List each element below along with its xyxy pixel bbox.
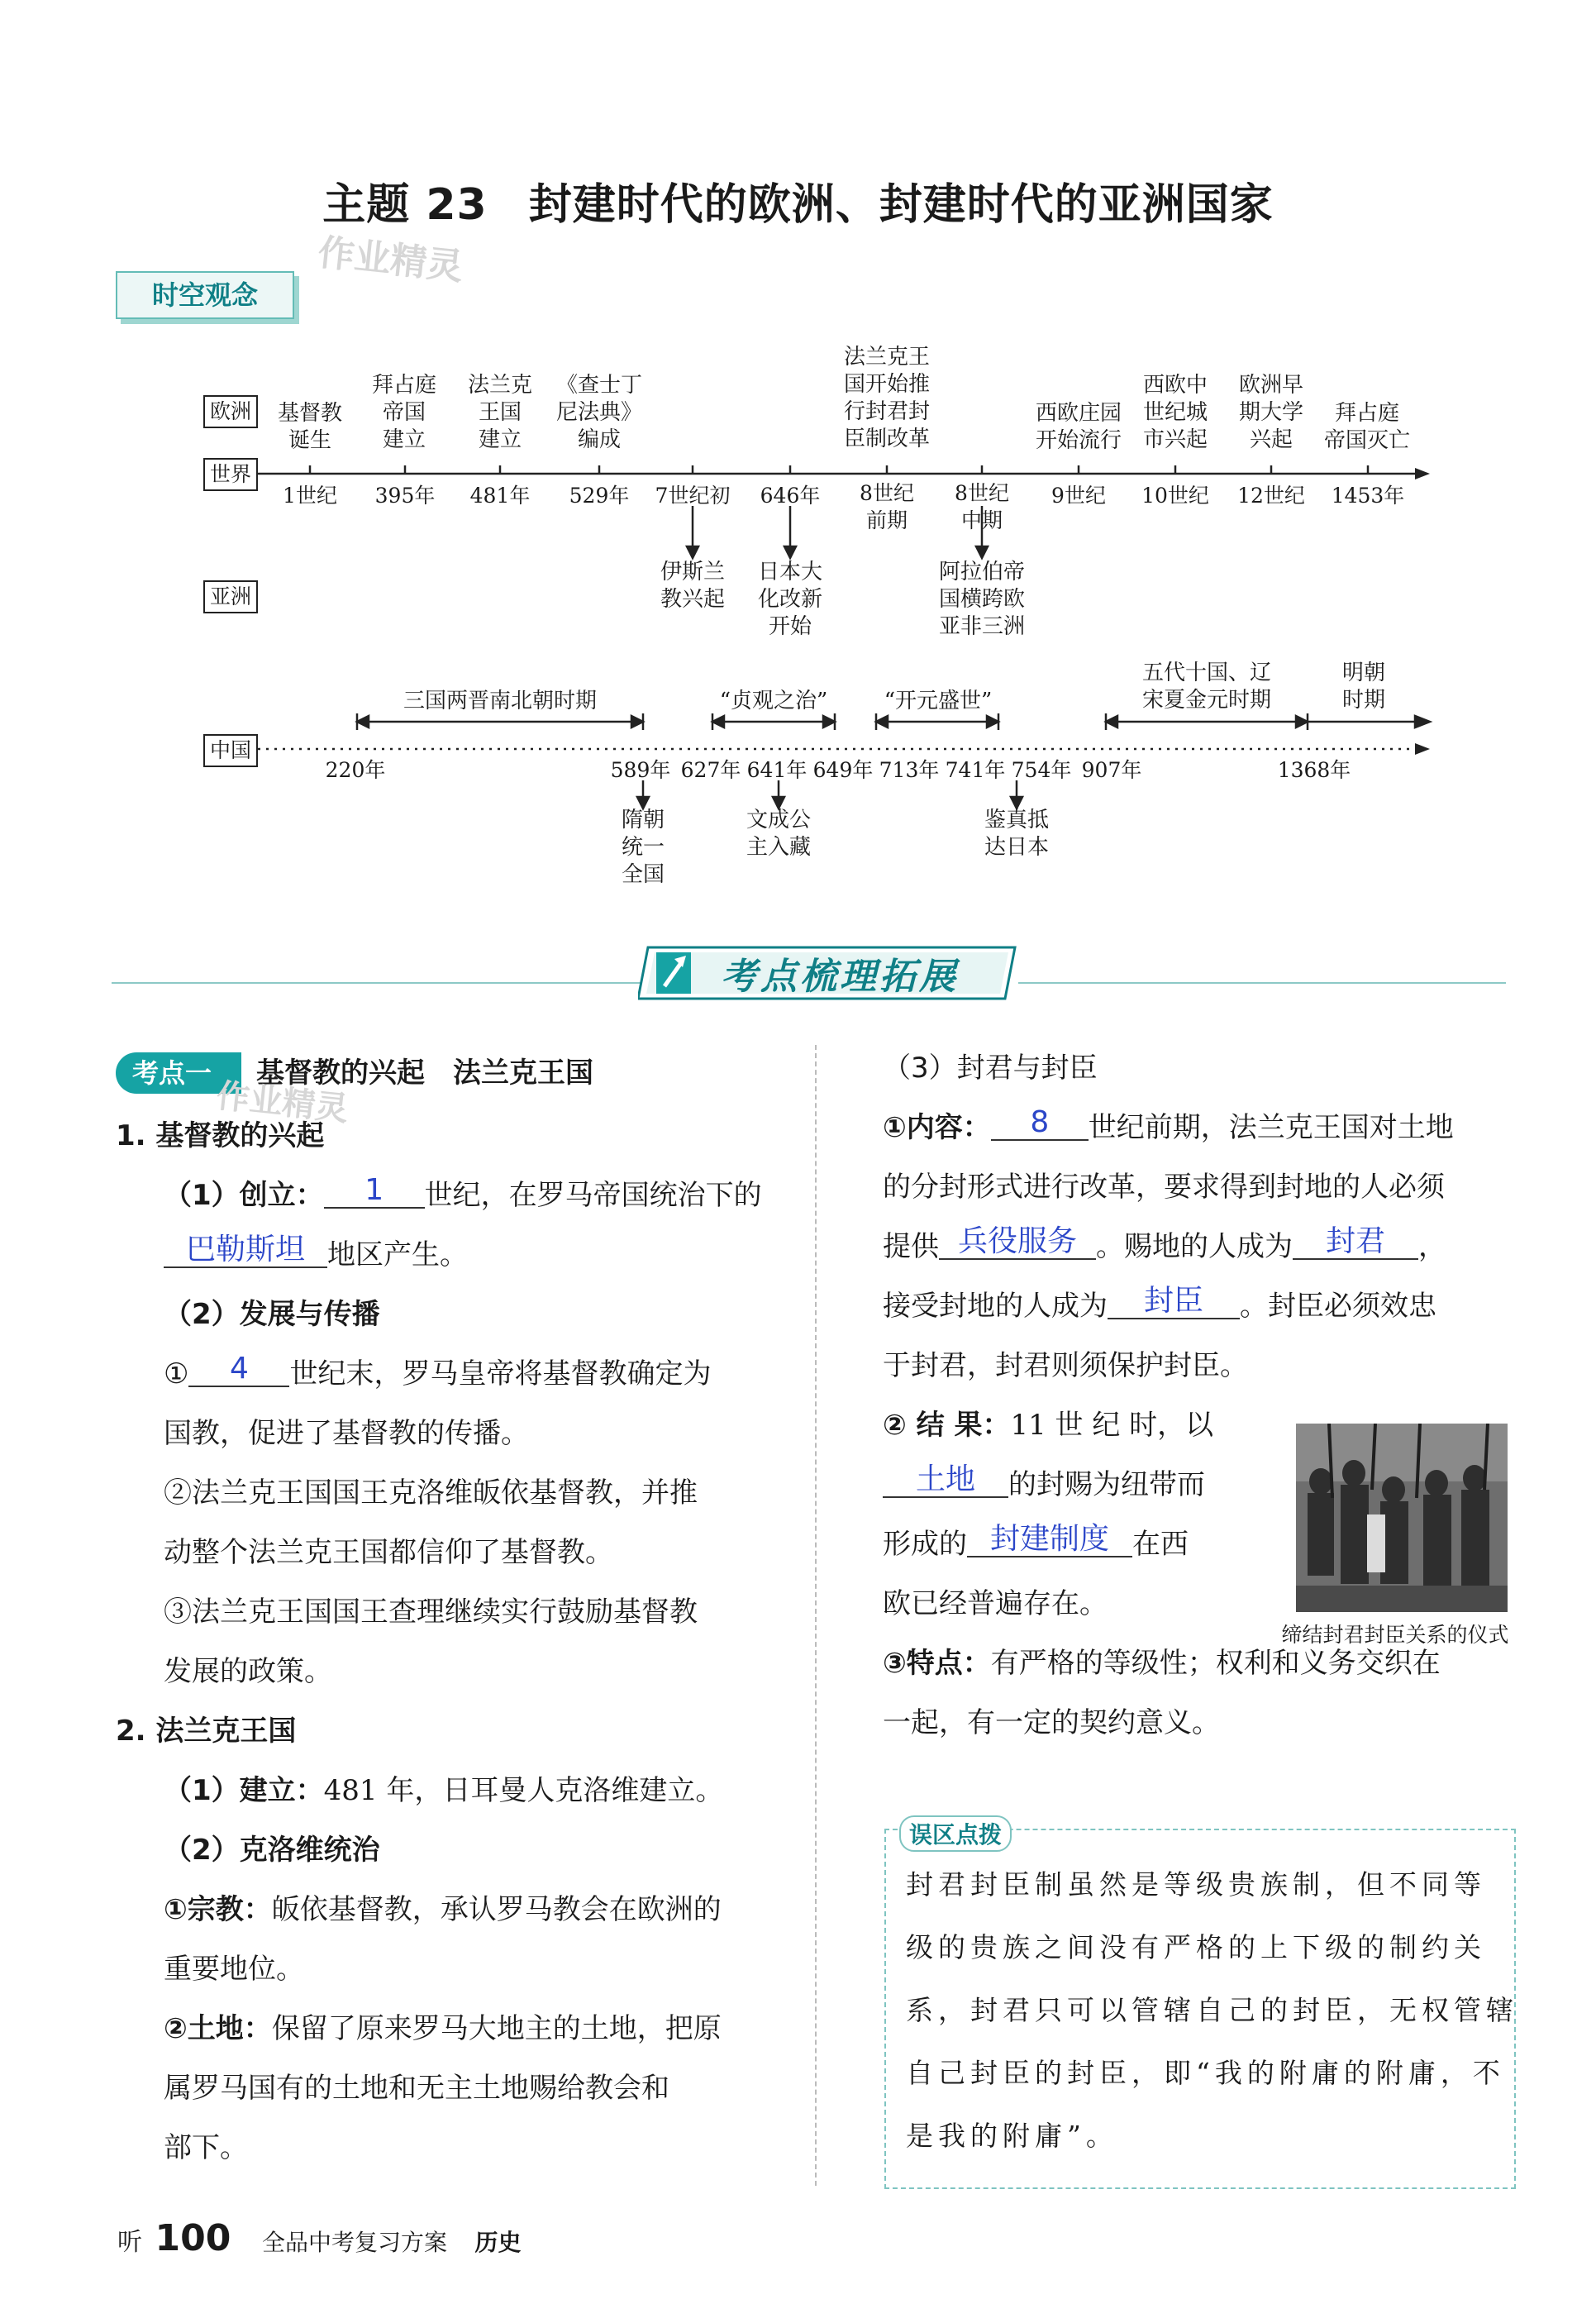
note-line: 系，封君只可以管辖自己的封臣，无权管辖	[906, 1994, 1518, 2026]
world-year: 1世纪	[283, 484, 337, 508]
world-year: 8世纪 中期	[955, 481, 1009, 532]
world-year: 529年	[569, 484, 630, 508]
europe-event: 法兰克王 国开始推 行封君封 臣制改革	[843, 345, 930, 451]
text: 481 年，日耳曼人克洛维建立。	[323, 1774, 724, 1807]
watermark: 作业精灵	[214, 1076, 350, 1129]
text: 的分封形式进行改革，要求得到封地的人必须	[883, 1171, 1445, 1204]
text: 在西	[1132, 1528, 1189, 1561]
china-year: 741年	[945, 758, 1006, 782]
text: 动整个法兰克王国都信仰了基督教。	[164, 1536, 613, 1569]
ceremony-illustration	[1296, 1424, 1508, 1612]
text: 国教，促进了基督教的传播。	[164, 1417, 529, 1450]
china-event-arrows	[637, 780, 1022, 809]
europe-event: 法兰克 王国 建立	[467, 373, 532, 452]
europe-event: 西欧庄园 开始流行	[1035, 401, 1122, 453]
world-year: 395年	[374, 484, 436, 508]
answer-blank: 封建制度	[967, 1523, 1132, 1557]
china-year: 754年	[1011, 758, 1072, 782]
heading-2: 2. 法兰克王国	[116, 1715, 297, 1748]
text: 重要地位。	[164, 1953, 304, 1986]
text: 欧已经普遍存在。	[883, 1587, 1108, 1620]
world-ticks	[310, 465, 1368, 474]
text: 世纪前期，法兰克王国对土地	[1088, 1111, 1454, 1144]
text: 发展的政策。	[164, 1655, 332, 1688]
note-line: 是我的附庸”。	[906, 2120, 1118, 2152]
text: 世纪末，罗马皇帝将基督教确定为	[289, 1357, 712, 1390]
asia-event: 阿拉伯帝 国横跨欧 亚非三洲	[938, 560, 1025, 639]
text: 接受封地的人成为	[883, 1290, 1108, 1323]
column-divider	[815, 1045, 817, 2186]
world-year: 1453年	[1331, 484, 1405, 508]
china-period: “开元盛世”	[884, 689, 993, 713]
illustration-caption: 缔结封君封臣关系的仪式	[1281, 1623, 1509, 1647]
timeline-graphics	[0, 0, 1596, 926]
china-period: 明朝 时期	[1341, 661, 1385, 713]
answer-blank: 8	[991, 1106, 1089, 1141]
china-brackets	[357, 713, 1430, 730]
china-event: 隋朝 统一 全国	[621, 808, 665, 887]
text: 的封赐为纽带而	[1008, 1468, 1205, 1501]
kd-title: 基督教的兴起 法兰克王国	[256, 1057, 594, 1090]
text: 提供	[883, 1230, 939, 1263]
banner-title: 考点梳理拓展	[721, 956, 959, 998]
answer-blank: 封臣	[1108, 1285, 1240, 1319]
book-title: 全品中考复习方案	[261, 2229, 447, 2256]
label-europe: 欧洲	[203, 395, 258, 428]
text: 形成的	[883, 1528, 967, 1561]
label: ①内容：	[883, 1111, 991, 1144]
china-year: 220年	[325, 758, 386, 782]
text: 地区产生。	[327, 1238, 468, 1271]
banner-line-left	[112, 982, 641, 984]
world-year: 10世纪	[1141, 484, 1209, 508]
china-period: 三国两晋南北朝时期	[403, 689, 597, 713]
footer	[117, 2217, 522, 2259]
label: ② 结 果：	[883, 1409, 1011, 1442]
title-number: 主题 23	[322, 180, 488, 230]
answer-blank: 兵役服务	[939, 1225, 1096, 1260]
answer-blank: 土地	[883, 1463, 1008, 1498]
china-year: 627年	[680, 758, 741, 782]
answer-blank: 4	[188, 1352, 289, 1387]
text: 保留了原来罗马大地主的土地，把原	[271, 2012, 722, 2045]
world-year: 7世纪初	[655, 484, 731, 508]
label: （1）创立：	[164, 1179, 324, 1212]
china-year: 1368年	[1277, 758, 1351, 782]
world-axis-arrow	[1415, 468, 1430, 479]
label: ③特点：	[883, 1647, 991, 1680]
europe-event: 西欧中 世纪城 市兴起	[1142, 373, 1208, 452]
text: 世纪，在罗马帝国统治下的	[424, 1179, 762, 1212]
china-axis-arrow	[1415, 743, 1430, 755]
answer-blank: 封君	[1293, 1225, 1418, 1260]
text: 一起，有一定的契约意义。	[883, 1706, 1220, 1739]
page-number: 100	[155, 2217, 231, 2259]
china-year: 589年	[610, 758, 671, 782]
text: 11 世 纪 时，以	[1010, 1409, 1214, 1442]
label-china: 中国	[203, 734, 258, 767]
left-column	[116, 1043, 762, 2178]
text: 。封臣必须效忠	[1240, 1290, 1436, 1323]
title-text: 封建时代的欧洲、封建时代的亚洲国家	[528, 180, 1274, 230]
kd-label: 考点一	[116, 1052, 241, 1094]
europe-event: 基督教 诞生	[277, 401, 342, 453]
heading-1-2: （2）发展与传播	[164, 1298, 380, 1331]
label-world: 世界	[203, 458, 258, 491]
note-line: 自己封臣的封臣，即“我的附庸的附庸，不	[906, 2057, 1505, 2089]
text: 。赐地的人成为	[1096, 1230, 1293, 1263]
asia-event: 伊斯兰 教兴起	[660, 560, 725, 612]
label: ①宗教：	[164, 1893, 272, 1926]
label: ②土地：	[164, 2012, 272, 2045]
world-year: 481年	[469, 484, 531, 508]
note-content	[906, 1853, 1518, 2168]
text: ③法兰克王国国王查理继续实行鼓励基督教	[164, 1596, 698, 1629]
china-year: 907年	[1081, 758, 1142, 782]
banner-line-right	[1018, 982, 1506, 984]
text: ，	[1418, 1230, 1446, 1263]
world-year: 12世纪	[1237, 484, 1305, 508]
heading-3: （3）封君与封臣	[883, 1052, 1098, 1085]
answer-blank: 1	[324, 1174, 425, 1209]
footer-prefix: 听	[117, 2228, 142, 2257]
china-period: “贞观之治”	[719, 689, 828, 713]
watermark: 作业精灵	[316, 231, 465, 289]
text: 皈依基督教，承认罗马教会在欧洲的	[271, 1893, 722, 1926]
china-period: 五代十国、辽 宋夏金元时期	[1141, 661, 1271, 713]
china-event: 鉴真抵 达日本	[984, 808, 1049, 860]
label-asia: 亚洲	[203, 580, 258, 613]
section-tag: 时空观念	[116, 271, 294, 319]
text: 部下。	[164, 2131, 248, 2164]
answer-blank: 巴勒斯坦	[164, 1233, 327, 1268]
text: 有严格的等级性；权利和义务交织在	[990, 1647, 1441, 1680]
heading-1: 1. 基督教的兴起	[116, 1119, 325, 1152]
china-year: 649年	[812, 758, 874, 782]
text: 于封君，封君则须保护封臣。	[883, 1349, 1248, 1382]
note-line: 级的贵族之间没有严格的上下级的制约关	[906, 1931, 1486, 1963]
europe-event: 拜占庭 帝国 建立	[371, 373, 436, 452]
china-year: 713年	[879, 758, 940, 782]
text: ①	[164, 1357, 189, 1390]
text: 属罗马国有的土地和无主土地赐给教会和	[164, 2072, 669, 2105]
china-year: 641年	[746, 758, 808, 782]
world-year: 8世纪 前期	[860, 481, 914, 532]
heading-2-2: （2）克洛维统治	[164, 1834, 380, 1867]
europe-event: 《查士丁 尼法典》 编成	[555, 373, 642, 452]
note-line: 封君封臣制虽然是等级贵族制，但不同等	[906, 1868, 1486, 1901]
asia-event: 日本大 化改新 开始	[757, 560, 822, 639]
subject: 历史	[474, 2229, 522, 2256]
china-event: 文成公 主入藏	[746, 808, 811, 860]
europe-event: 欧洲早 期大学 兴起	[1238, 373, 1303, 452]
note-title: 误区点拨	[899, 1815, 1012, 1852]
world-year: 646年	[760, 484, 821, 508]
europe-event: 拜占庭 帝国灭亡	[1323, 401, 1410, 453]
text: ②法兰克王国国王克洛维皈依基督教，并推	[164, 1476, 698, 1510]
label: （1）建立：	[164, 1774, 324, 1807]
world-year: 9世纪	[1051, 484, 1106, 508]
